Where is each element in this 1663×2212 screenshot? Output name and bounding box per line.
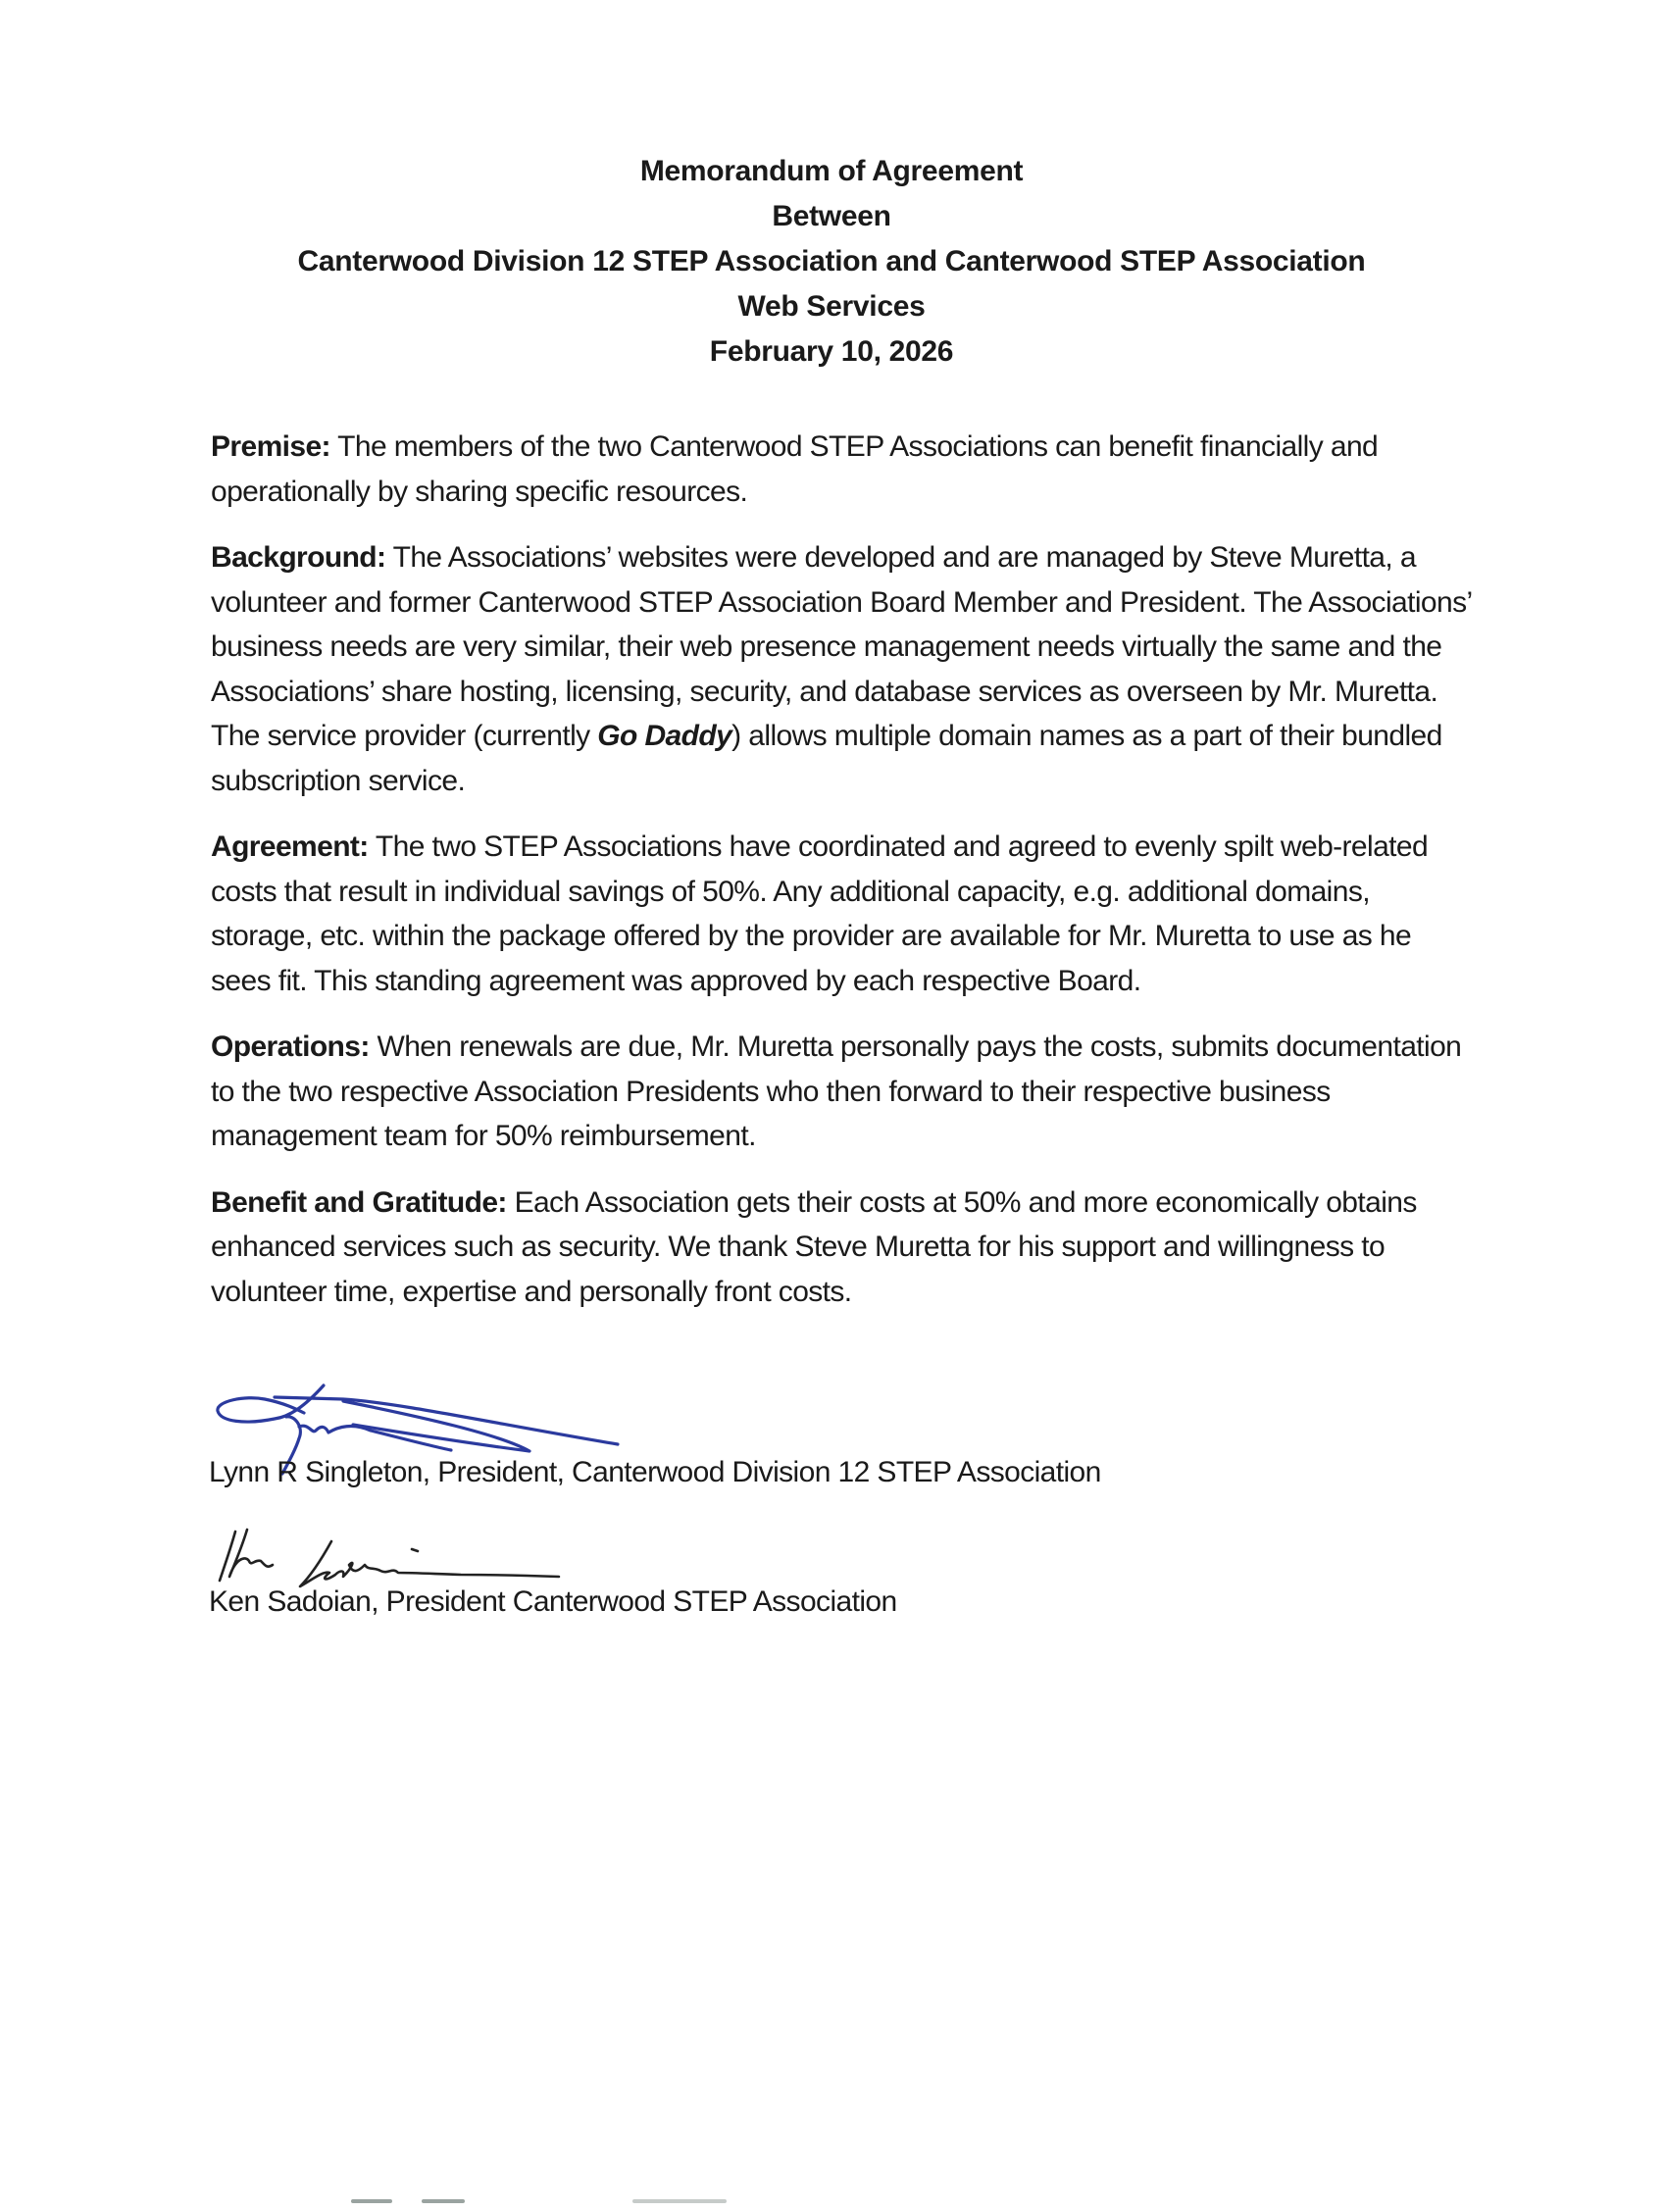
section-label: Agreement: bbox=[211, 830, 369, 863]
section-text: When renewals are due, Mr. Muretta personally pays the costs, submits documentation to the two respective Association Presidents who then forward to their respective business management team for 50% reimbursement. bbox=[211, 1031, 1462, 1152]
document-header bbox=[0, 149, 1663, 375]
parties-line: Canterwood Division 12 STEP Association and Canterwood STEP Association bbox=[297, 245, 1366, 277]
section-benefit bbox=[211, 1181, 1476, 1315]
section-text: The Associations’ websites were developed and are managed by Steve Muretta, a volunteer and former Canterwood STEP Association Board Member and President. The Associations’ business needs are very similar, their web presence management needs virtually the same and the Associations’ share hosting, licensing, security, and database services as overseen by Mr. Muretta. The service provider (currently bbox=[211, 541, 1472, 752]
section-text: The members of the two Canterwood STEP Associations can benefit financially and operationally by sharing specific resources. bbox=[211, 430, 1379, 508]
subject-line: Web Services bbox=[737, 290, 926, 323]
section-label: Operations: bbox=[211, 1031, 370, 1063]
document-date: February 10, 2026 bbox=[709, 335, 954, 368]
scan-artifact bbox=[632, 2199, 727, 2203]
between-line: Between bbox=[772, 200, 891, 232]
document-title: Memorandum of Agreement bbox=[639, 155, 1024, 187]
section-label: Background: bbox=[211, 541, 386, 574]
section-background bbox=[211, 535, 1476, 803]
section-label: Benefit and Gratitude: bbox=[211, 1185, 507, 1219]
section-text-after: ) allows multiple domain names as a part of their bundled subscription service. bbox=[211, 720, 1442, 797]
provider-name: Go Daddy bbox=[597, 720, 732, 752]
section-label: Premise: bbox=[211, 430, 330, 463]
scan-artifact bbox=[351, 2199, 392, 2203]
signer-line: Ken Sadoian, President Canterwood STEP Association bbox=[209, 1585, 897, 1618]
document-body bbox=[211, 425, 1476, 1335]
signer-line: Lynn R Singleton, President, Canterwood Division 12 STEP Association bbox=[209, 1456, 1101, 1488]
section-agreement bbox=[211, 825, 1476, 1003]
scan-edge-marks bbox=[0, 2199, 1663, 2212]
scan-artifact bbox=[422, 2199, 465, 2203]
section-operations bbox=[211, 1025, 1476, 1159]
section-text: The two STEP Associations have coordinated and agreed to evenly spilt web-related costs that result in individual savings of 50%. Any additional capacity, e.g. additional domains, storage, etc. within the package offered by the provider are available for Mr. Muretta to use as he sees fit. This standing agreement was approved by each respective Board. bbox=[211, 830, 1429, 997]
section-premise bbox=[211, 425, 1476, 514]
section-text: Each Association gets their costs at 50% and more economically obtains enhanced services such as security. We thank Steve Muretta for his support and willingness to volunteer time, expertise and personally front costs. bbox=[211, 1185, 1417, 1308]
